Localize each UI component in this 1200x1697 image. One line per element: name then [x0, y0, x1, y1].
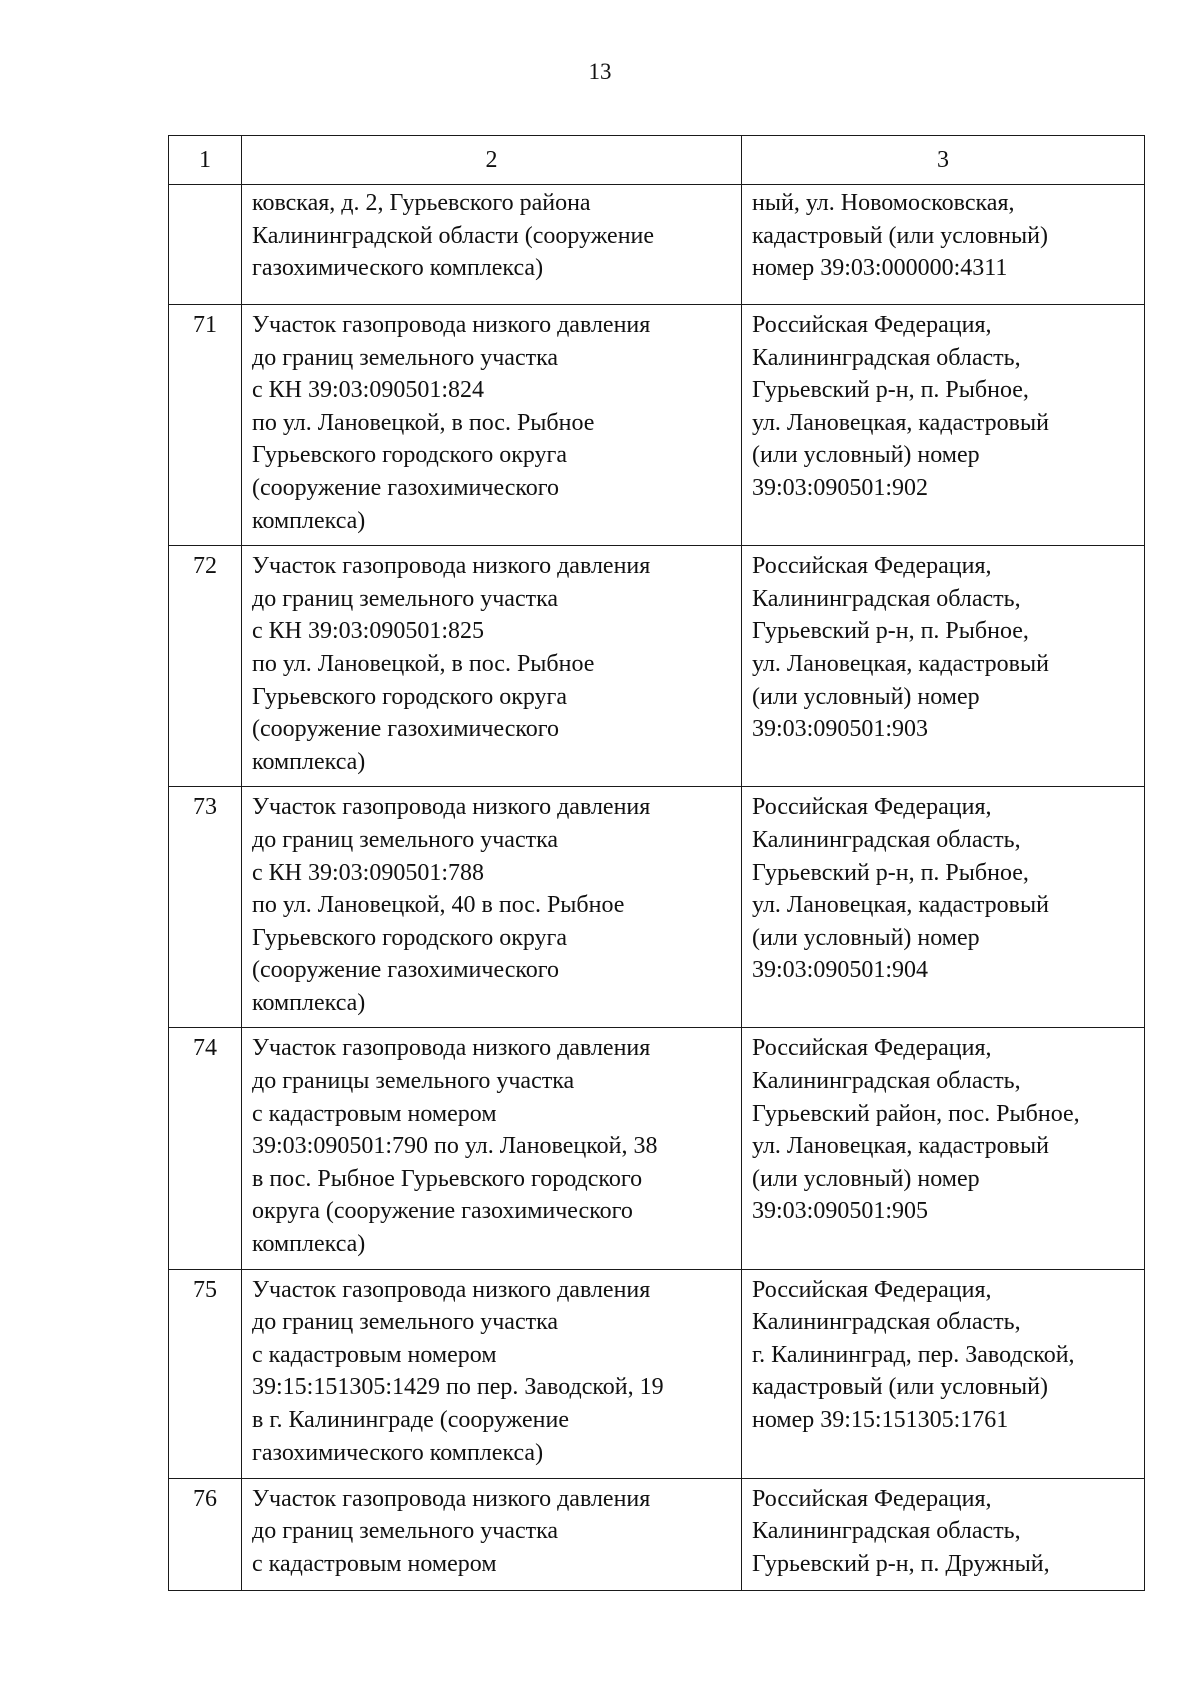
description-line: по ул. Лановецкой, 40 в пос. Рыбное — [252, 892, 625, 919]
location-line: (или условный) номер — [752, 1165, 980, 1192]
table-row — [169, 546, 1145, 787]
description-line: до границы земельного участка — [252, 1068, 575, 1095]
description-line: Гурьевского городского округа — [252, 442, 568, 469]
description-line: (сооружение газохимического — [252, 716, 560, 743]
location-line: 39:03:090501:904 — [752, 957, 929, 984]
description-line: Участок газопровода низкого давления — [252, 312, 651, 338]
description-line: (сооружение газохимического — [252, 957, 560, 984]
location-line: Российская Федерация, — [752, 553, 992, 580]
description-line: до границ земельного участка — [252, 344, 559, 371]
table-row — [169, 1269, 1145, 1478]
description-line: с КН 39:03:090501:825 — [252, 618, 484, 645]
description-line: комплекса) — [252, 507, 366, 534]
description-line: (сооружение газохимического — [252, 474, 560, 501]
object-description — [242, 1028, 742, 1269]
description-line: с КН 39:03:090501:788 — [252, 859, 484, 886]
location-line: номер 39:15:151305:1761 — [752, 1407, 1009, 1433]
column-header-3: 3 — [742, 136, 1145, 185]
row-number: 76 — [169, 1478, 242, 1590]
location-line: ул. Лановецкая, кадастровый — [752, 650, 1049, 677]
description-line: Участок газопровода низкого давления — [252, 1276, 651, 1303]
property-table — [168, 135, 1145, 1591]
description-line: в пос. Рыбное Гурьевского городского — [252, 1165, 643, 1192]
table-header-row — [169, 136, 1145, 185]
location-line: ный, ул. Новомосковская, — [752, 190, 1015, 216]
description-line: Участок газопровода низкого давления — [252, 794, 651, 821]
location-line: 39:03:090501:905 — [752, 1198, 929, 1225]
description-line: комплекса) — [252, 748, 366, 775]
object-description — [242, 185, 742, 305]
description-line: с кадастровым номером — [252, 1341, 497, 1368]
table-row — [169, 787, 1145, 1028]
description-line: ковская, д. 2, Гурьевского района — [252, 190, 591, 216]
description-line: комплекса) — [252, 1231, 366, 1258]
description-line: 39:03:090501:790 по ул. Лановецкой, 38 — [252, 1133, 658, 1160]
row-number: 75 — [169, 1269, 242, 1478]
location-line: ул. Лановецкая, кадастровый — [752, 892, 1049, 919]
table-row — [169, 305, 1145, 546]
location-line: кадастровый (или условный) — [752, 222, 1048, 249]
page-number: 13 — [588, 59, 612, 84]
description-line: в г. Калининграде (сооружение — [252, 1407, 570, 1433]
table-row — [169, 185, 1145, 305]
location-line: Калининградская область, — [752, 1518, 1021, 1545]
description-line: до границ земельного участка — [252, 1309, 559, 1336]
location-line: г. Калининград, пер. Заводской, — [752, 1341, 1075, 1368]
location-line: 39:03:090501:903 — [752, 716, 929, 743]
object-location — [742, 1478, 1145, 1590]
description-line: до границ земельного участка — [252, 826, 559, 853]
description-line: по ул. Лановецкой, в пос. Рыбное — [252, 409, 595, 436]
location-line: кадастровый (или условный) — [752, 1374, 1048, 1401]
location-line: (или условный) номер — [752, 683, 980, 710]
object-location — [742, 546, 1145, 787]
description-line: с КН 39:03:090501:824 — [252, 377, 484, 404]
table-row — [169, 1028, 1145, 1269]
column-header-1: 1 — [169, 136, 242, 185]
description-line: Гурьевского городского округа — [252, 683, 568, 710]
location-line: (или условный) номер — [752, 924, 980, 951]
object-location — [742, 185, 1145, 305]
row-number: 71 — [169, 305, 242, 546]
location-line: Калининградская область, — [752, 1309, 1021, 1336]
row-number: 74 — [169, 1028, 242, 1269]
row-number: 73 — [169, 787, 242, 1028]
object-description — [242, 546, 742, 787]
column-header-2: 2 — [242, 136, 742, 185]
description-line: Участок газопровода низкого давления — [252, 553, 651, 580]
object-location — [742, 1028, 1145, 1269]
location-line: Гурьевский р-н, п. Рыбное, — [752, 618, 1029, 645]
object-location — [742, 1269, 1145, 1478]
location-line: Российская Федерация, — [752, 1276, 992, 1303]
description-line: газохимического комплекса) — [252, 1439, 544, 1466]
object-description — [242, 305, 742, 546]
description-line: газохимического комплекса) — [252, 255, 544, 282]
description-line: округа (сооружение газохимического — [252, 1198, 633, 1225]
description-line: с кадастровым номером — [252, 1550, 497, 1577]
location-line: Гурьевский р-н, п. Дружный, — [752, 1550, 1050, 1577]
description-line: комплекса) — [252, 989, 366, 1016]
location-line: 39:03:090501:902 — [752, 474, 929, 501]
location-line: (или условный) номер — [752, 442, 980, 469]
location-line: Калининградская область, — [752, 1068, 1021, 1095]
row-number — [169, 185, 242, 305]
location-line: Калининградская область, — [752, 344, 1021, 371]
description-line: до границ земельного участка — [252, 585, 559, 612]
object-location — [742, 787, 1145, 1028]
location-line: Российская Федерация, — [752, 794, 992, 821]
description-line: с кадастровым номером — [252, 1100, 497, 1127]
object-description — [242, 1269, 742, 1478]
location-line: ул. Лановецкая, кадастровый — [752, 409, 1049, 436]
location-line: Российская Федерация, — [752, 1485, 992, 1512]
description-line: по ул. Лановецкой, в пос. Рыбное — [252, 650, 595, 677]
location-line: ул. Лановецкая, кадастровый — [752, 1133, 1049, 1160]
object-description — [242, 787, 742, 1028]
location-line: Гурьевский р-н, п. Рыбное, — [752, 859, 1029, 886]
location-line: номер 39:03:000000:4311 — [752, 255, 1008, 282]
description-line: Калининградской области (сооружение — [252, 222, 655, 249]
location-line: Калининградская область, — [752, 826, 1021, 853]
object-description — [242, 1478, 742, 1590]
description-line: Гурьевского городского округа — [252, 924, 568, 951]
description-line: 39:15:151305:1429 по пер. Заводской, 19 — [252, 1374, 664, 1401]
description-line: Участок газопровода низкого давления — [252, 1035, 651, 1062]
table-row — [169, 1478, 1145, 1590]
location-line: Гурьевский р-н, п. Рыбное, — [752, 377, 1029, 404]
location-line: Гурьевский район, пос. Рыбное, — [752, 1100, 1080, 1127]
location-line: Российская Федерация, — [752, 312, 992, 338]
location-line: Российская Федерация, — [752, 1035, 992, 1062]
location-line: Калининградская область, — [752, 585, 1021, 612]
object-location — [742, 305, 1145, 546]
description-line: до границ земельного участка — [252, 1518, 559, 1545]
description-line: Участок газопровода низкого давления — [252, 1485, 651, 1512]
row-number: 72 — [169, 546, 242, 787]
